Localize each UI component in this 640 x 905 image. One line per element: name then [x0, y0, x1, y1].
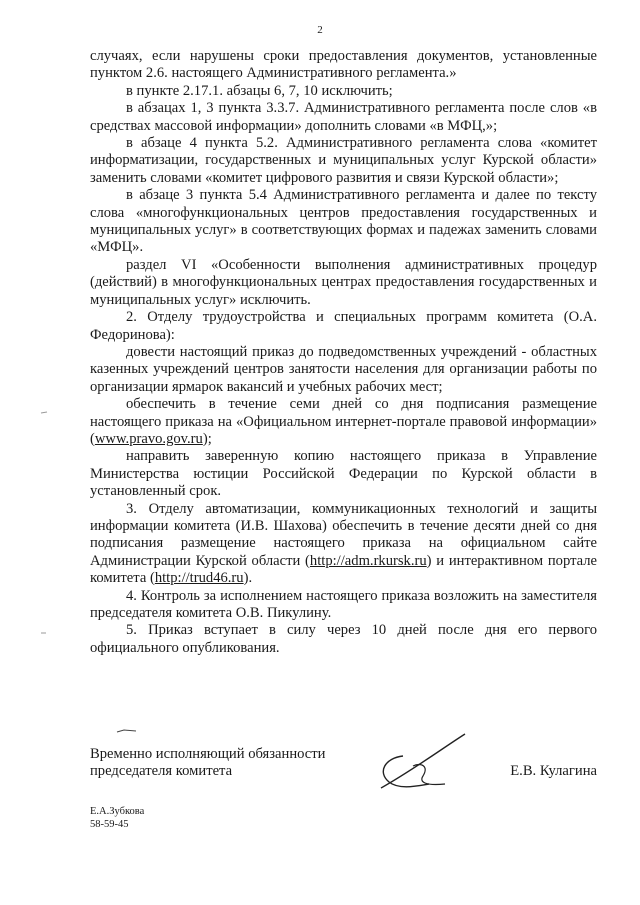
paragraph: случаях, если нарушены сроки предоставления документов, установленные пунктом 2.6. настоящего Административного регламента.»	[90, 48, 597, 82]
signer-title	[90, 746, 325, 781]
executor-phone: 58-59-45	[90, 818, 129, 830]
scan-speck	[40, 410, 48, 416]
paragraph	[90, 501, 597, 588]
executor-info	[90, 806, 144, 831]
paragraph	[90, 396, 597, 448]
paragraph: в абзаце 3 пункта 5.4 Административного регламента и далее по тексту слова «многофункциональных центров предоставления государственных и муниципальных услуг» в соответствующих формах и падежах заменить словами «МФЦ».	[90, 187, 597, 256]
scan-speck	[40, 630, 48, 636]
paragraph: 4. Контроль за исполнением настоящего приказа возложить на заместителя председателя комитета О.В. Пикулину.	[90, 587, 597, 621]
signer-name: Е.В. Кулагина	[510, 763, 597, 779]
paragraph-text-end: );	[202, 430, 212, 447]
document-body	[90, 48, 597, 657]
signer-title-line: председателя комитета	[90, 763, 233, 780]
signature-block	[90, 746, 597, 786]
trud46-link[interactable]: http://trud46.ru	[154, 570, 244, 587]
handwritten-signature	[373, 728, 483, 792]
paragraph-text-middle: ) и интерактивном портале комитета (	[90, 552, 597, 587]
paragraph-text: обеспечить в течение семи дней со дня подписания размещение настоящего приказа на «Официальном интернет-портале правовой информации» (	[90, 396, 597, 447]
pen-mark	[116, 728, 138, 734]
paragraph: 2. Отделу трудоустройства и специальных программ комитета (О.А. Федоринова):	[90, 309, 597, 343]
paragraph: в пункте 2.17.1. абзацы 6, 7, 10 исключить;	[126, 82, 393, 99]
adm-rkursk-link[interactable]: http://adm.rkursk.ru	[309, 552, 427, 569]
paragraph: раздел VI «Особенности выполнения административных процедур (действий) в многофункциональных центрах предоставления государственных и муниципальных услуг» исключить.	[90, 256, 597, 308]
page-number: 2	[317, 24, 323, 36]
pravo-link[interactable]: www.pravo.gov.ru	[94, 430, 203, 447]
paragraph: довести настоящий приказ до подведомственных учреждений - областных казенных учреждений центров занятости населения для организации работы по организации ярмарок вакансий и учебных рабочих мест;	[90, 343, 597, 395]
paragraph-text-end: ).	[243, 570, 253, 587]
paragraph: в абзацах 1, 3 пункта 3.3.7. Административного регламента после слов «в средствах массовой информации» дополнить словами «в МФЦ,»;	[90, 100, 597, 134]
paragraph: 5. Приказ вступает в силу через 10 дней после дня его первого официального опубликования.	[90, 622, 597, 656]
paragraph: направить заверенную копию настоящего приказа в Управление Министерства юстиции Российской Федерации по Курской области в установленный срок.	[90, 448, 597, 500]
executor-name: Е.А.Зубкова	[90, 806, 145, 817]
paragraph-text: 3. Отделу автоматизации, коммуникационных технологий и защиты информации комитета (И.В. Шахова) обеспечить в течение десяти дней со дня подписания размещение настоящего приказа на официальном сайте Администрации Курской области (	[90, 500, 597, 569]
paragraph: в абзаце 4 пункта 5.2. Административного регламента слова «комитет информатизации, государственных и муниципальных услуг Курской области» заменить словами «комитет цифрового развития и связи Курской области»;	[90, 135, 597, 186]
signer-title-line: Временно исполняющий обязанности	[90, 746, 326, 762]
